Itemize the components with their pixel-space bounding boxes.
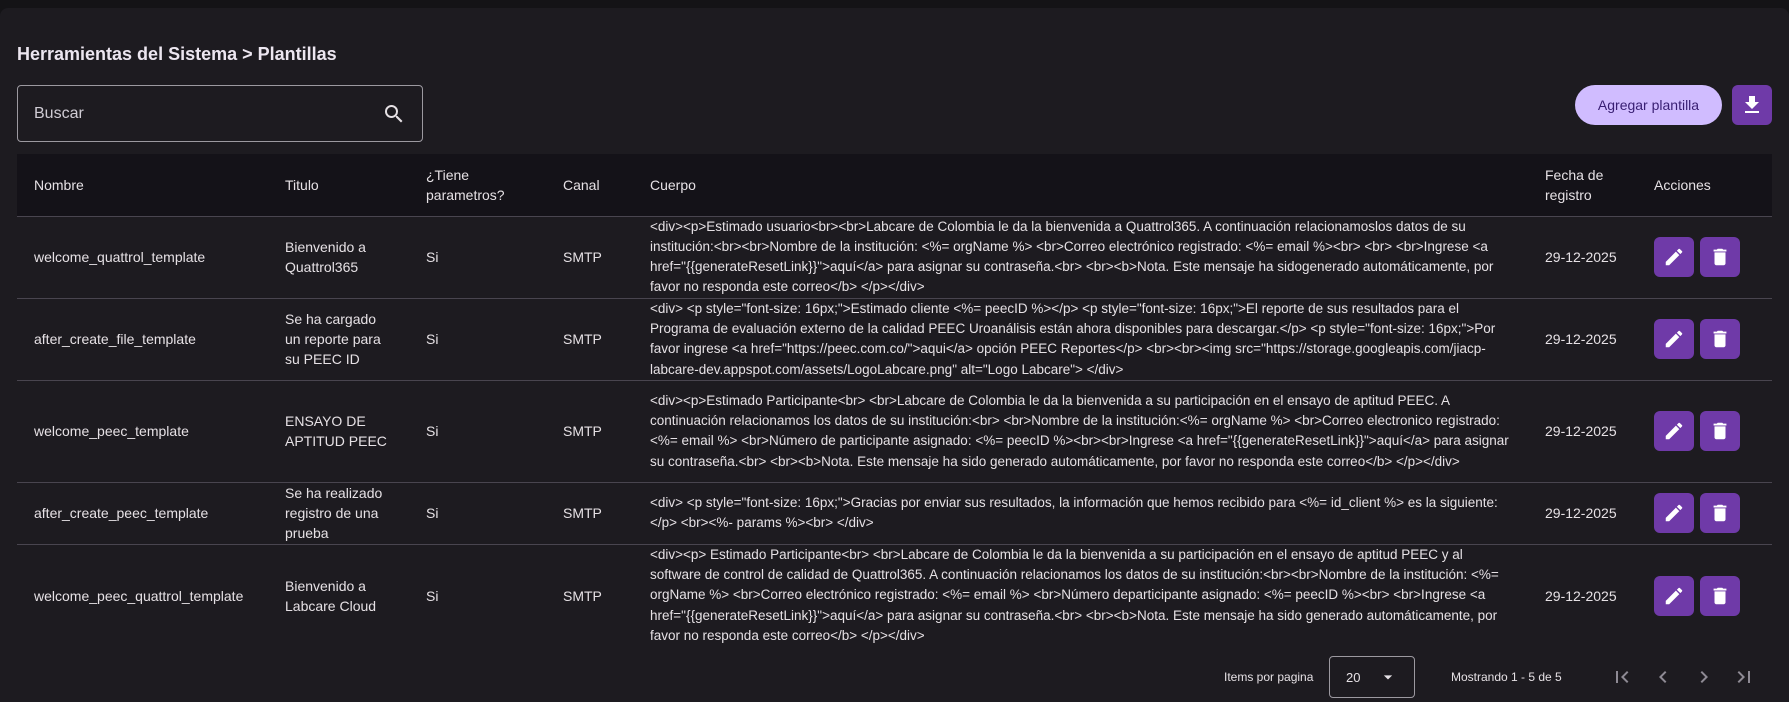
cell-nombre: welcome_peec_quattrol_template: [17, 544, 268, 646]
delete-button[interactable]: [1700, 493, 1740, 533]
chevron-left-icon: [1651, 665, 1675, 689]
cell-nombre: welcome_quattrol_template: [17, 216, 268, 298]
cell-canal: SMTP: [546, 544, 633, 646]
cell-nombre: after_create_peec_template: [17, 482, 268, 544]
cell-cuerpo: <div><p> Estimado Participante<br> <br>Labcare de Colombia le da la bienvenida a su participación en el ensayo de aptitud PEEC y al software de control de calidad de Quattrol365. A continuación relacionamos los datos de su institución:<br><br>Nombre de la institución: <%= orgName %> <br>Correo electrónico registrado: <%= email %> <br>Número departicipante asignado: <%= peecID %><br> <br>Ingrese <a href="{{generateResetLink}}">aquí</a> para asignar su contraseña.<br> <br><b>Nota. Este mensaje ha sido generado automáticamente, por favor no responda este correo</b> </p></div>: [633, 544, 1528, 646]
edit-icon: [1663, 502, 1685, 524]
download-button[interactable]: [1732, 85, 1772, 125]
edit-button[interactable]: [1654, 411, 1694, 451]
add-template-button[interactable]: Agregar plantilla: [1575, 85, 1722, 125]
edit-button[interactable]: [1654, 576, 1694, 616]
column-header-nombre[interactable]: Nombre: [34, 176, 84, 193]
column-header-acciones: Acciones: [1654, 176, 1711, 193]
search-field[interactable]: [17, 85, 423, 142]
pagination: [0, 652, 1789, 702]
cell-params: Si: [409, 216, 546, 298]
search-input[interactable]: [34, 105, 382, 123]
table-row: [17, 544, 1772, 646]
cell-canal: SMTP: [546, 298, 633, 380]
table-row: [17, 298, 1772, 380]
first-page-button[interactable]: [1610, 665, 1634, 689]
cell-params: Si: [409, 482, 546, 544]
chevron-right-icon: [1692, 665, 1716, 689]
column-header-titulo[interactable]: Titulo: [285, 176, 319, 193]
cell-nombre: after_create_file_template: [17, 298, 268, 380]
breadcrumb: Herramientas del Sistema > Plantillas: [17, 44, 337, 64]
trash-icon: [1709, 585, 1731, 607]
cell-fecha: 29-12-2025: [1528, 216, 1637, 298]
templates-table: [17, 154, 1772, 646]
column-header-fecha[interactable]: Fecha de registro: [1545, 166, 1604, 203]
last-page-button[interactable]: [1732, 665, 1756, 689]
cell-fecha: 29-12-2025: [1528, 544, 1637, 646]
table-header: [17, 154, 1772, 216]
edit-icon: [1663, 420, 1685, 442]
page-size-value: 20: [1346, 669, 1361, 685]
cell-canal: SMTP: [546, 482, 633, 544]
cell-titulo: Bienvenido a Quattrol365: [268, 216, 409, 298]
delete-button[interactable]: [1700, 319, 1740, 359]
cell-titulo: Bienvenido a Labcare Cloud: [268, 544, 409, 646]
edit-icon: [1663, 246, 1685, 268]
cell-cuerpo: <div><p>Estimado Participante<br> <br>Labcare de Colombia le da la bienvenida a su participación en el ensayo de aptitud PEEC. A continuación relacionamos los datos de su institución:<br> <br>Nombre de la institución:<%= orgName %> <br>Correo electronico registrado: <%= email %> <br>Número de participante asignado: <%= peecID %><br><br>Ingrese <a href="{{generateResetLink}}">aquí</a> para asignar su contraseña.<br> <br><b>Nota. Este mensaje ha sido generado automáticamente, por favor no responda este correo</b> </p></div>: [633, 380, 1528, 482]
cell-acciones: [1637, 216, 1772, 298]
cell-cuerpo: <div> <p style="font-size: 16px;">Estimado cliente <%= peecID %></p> <p style="font-size: 16px;">El reporte de sus resultados para el Programa de evaluación externo de la calidad PEEC Uroanálisis están ahora disponibles para descargar.</p> <p style="font-size: 16px;">Por favor ingrese <a href="https://peec.com.co/">aqui</a> opción PEEC Reportes</p> <br><br><img src="https://storage.googleapis.com/jiacp-labcare-dev.appspot.com/assets/LogoLabcare.png" alt="Logo Labcare"> </div>: [633, 298, 1528, 380]
cell-cuerpo: <div> <p style="font-size: 16px;">Gracias por enviar sus resultados, la información que hemos recibido para <%= id_client %> es la siguiente:</p> <br><%- params %><br> </div>: [633, 482, 1528, 544]
cell-params: Si: [409, 544, 546, 646]
cell-acciones: [1637, 298, 1772, 380]
items-per-page-label: Items por pagina: [1224, 670, 1314, 684]
cell-fecha: 29-12-2025: [1528, 298, 1637, 380]
cell-fecha: 29-12-2025: [1528, 380, 1637, 482]
cell-titulo: ENSAYO DE APTITUD PEEC: [268, 380, 409, 482]
cell-acciones: [1637, 544, 1772, 646]
cell-acciones: [1637, 482, 1772, 544]
delete-button[interactable]: [1700, 411, 1740, 451]
cell-canal: SMTP: [546, 216, 633, 298]
previous-page-button[interactable]: [1651, 665, 1675, 689]
edit-icon: [1663, 328, 1685, 350]
cell-titulo: Se ha cargado un reporte para su PEEC ID: [268, 298, 409, 380]
trash-icon: [1709, 420, 1731, 442]
dropdown-arrow-icon: [1378, 667, 1398, 687]
delete-button[interactable]: [1700, 576, 1740, 616]
last-page-icon: [1732, 665, 1756, 689]
column-header-cuerpo[interactable]: Cuerpo: [650, 176, 696, 193]
cell-nombre: welcome_peec_template: [17, 380, 268, 482]
edit-icon: [1663, 585, 1685, 607]
table-row: [17, 482, 1772, 544]
edit-button[interactable]: [1654, 493, 1694, 533]
cell-fecha: 29-12-2025: [1528, 482, 1637, 544]
edit-button[interactable]: [1654, 319, 1694, 359]
trash-icon: [1709, 328, 1731, 350]
cell-titulo: Se ha realizado registro de una prueba: [268, 482, 409, 544]
search-icon[interactable]: [382, 102, 406, 126]
download-icon: [1740, 93, 1764, 117]
page-size-select[interactable]: [1329, 656, 1415, 698]
next-page-button[interactable]: [1692, 665, 1716, 689]
cell-cuerpo: <div><p>Estimado usuario<br><br>Labcare de Colombia le da la bienvenida a Quattrol365. A continuación relacionamoslos datos de su institución:<br><br>Nombre de la institución: <%= orgName %> <br>Correo electrónico registrado: <%= email %><br> <br> <br>Ingrese <a href="{{generateResetLink}}">aquí</a> para asignar su contraseña.<br> <br><b>Nota. Este mensaje ha sidogenerado automáticamente, por favor no responda este correo</b> </p></div>: [633, 216, 1528, 298]
column-header-parametros[interactable]: ¿Tiene parametros?: [426, 166, 505, 203]
column-header-canal[interactable]: Canal: [563, 176, 600, 193]
cell-acciones: [1637, 380, 1772, 482]
trash-icon: [1709, 246, 1731, 268]
cell-params: Si: [409, 298, 546, 380]
cell-canal: SMTP: [546, 380, 633, 482]
range-label: Mostrando 1 - 5 de 5: [1451, 670, 1562, 684]
table-row: [17, 380, 1772, 482]
first-page-icon: [1610, 665, 1634, 689]
cell-params: Si: [409, 380, 546, 482]
edit-button[interactable]: [1654, 237, 1694, 277]
table-row: [17, 216, 1772, 298]
delete-button[interactable]: [1700, 237, 1740, 277]
trash-icon: [1709, 502, 1731, 524]
